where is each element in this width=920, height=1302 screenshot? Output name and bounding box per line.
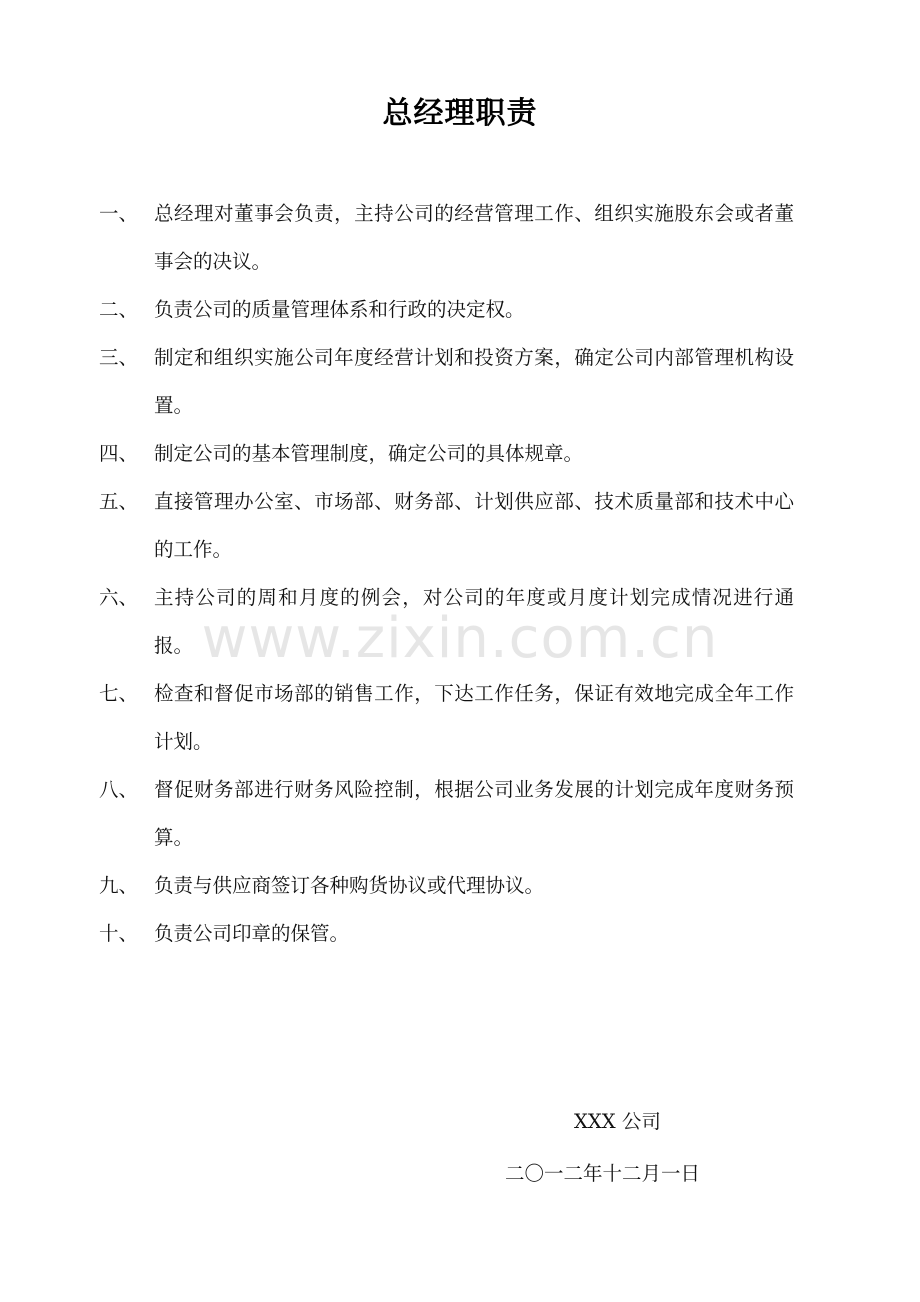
item-number: 八、 <box>99 778 139 801</box>
item-number: 一、 <box>99 202 139 225</box>
list-item <box>0 574 920 670</box>
list-item <box>0 862 920 910</box>
item-number: 九、 <box>99 874 139 897</box>
list-item <box>0 286 920 334</box>
item-number: 十、 <box>99 922 139 945</box>
duty-list <box>0 190 920 958</box>
list-item <box>0 670 920 766</box>
item-text: 负责公司的质量管理体系和行政的决定权。 <box>154 298 525 321</box>
item-number: 六、 <box>99 586 139 609</box>
company-signature: XXX 公司 <box>574 1110 661 1133</box>
item-text: 制定公司的基本管理制度，确定公司的具体规章。 <box>154 442 584 465</box>
item-text: 督促财务部进行财务风险控制，根据公司业务发展的计划完成年度财务预算。 <box>154 778 794 849</box>
list-item <box>0 478 920 574</box>
item-text: 检查和督促市场部的销售工作，下达工作任务，保证有效地完成全年工作计划。 <box>154 682 794 753</box>
list-item <box>0 334 920 430</box>
list-item <box>0 766 920 862</box>
item-text: 主持公司的周和月度的例会，对公司的年度或月度计划完成情况进行通报。 <box>154 586 794 657</box>
page-title: 总经理职责 <box>382 96 538 131</box>
item-number: 五、 <box>99 490 139 513</box>
item-text: 制定和组织实施公司年度经营计划和投资方案，确定公司内部管理机构设置。 <box>154 346 794 417</box>
item-text: 负责公司印章的保管。 <box>154 922 350 945</box>
item-text: 总经理对董事会负责，主持公司的经营管理工作、组织实施股东会或者董事会的决议。 <box>154 202 794 273</box>
list-item <box>0 190 920 286</box>
item-number: 三、 <box>99 346 139 369</box>
list-item <box>0 910 920 958</box>
document-date: 二〇一二年十二月一日 <box>505 1162 701 1185</box>
watermark: www.zixin.com.cn <box>201 606 719 671</box>
item-text: 负责与供应商签订各种购货协议或代理协议。 <box>154 874 545 897</box>
item-number: 四、 <box>99 442 139 465</box>
item-number: 七、 <box>99 682 139 705</box>
item-number: 二、 <box>99 298 139 321</box>
item-text: 直接管理办公室、市场部、财务部、计划供应部、技术质量部和技术中心的工作。 <box>154 490 794 561</box>
list-item <box>0 430 920 478</box>
